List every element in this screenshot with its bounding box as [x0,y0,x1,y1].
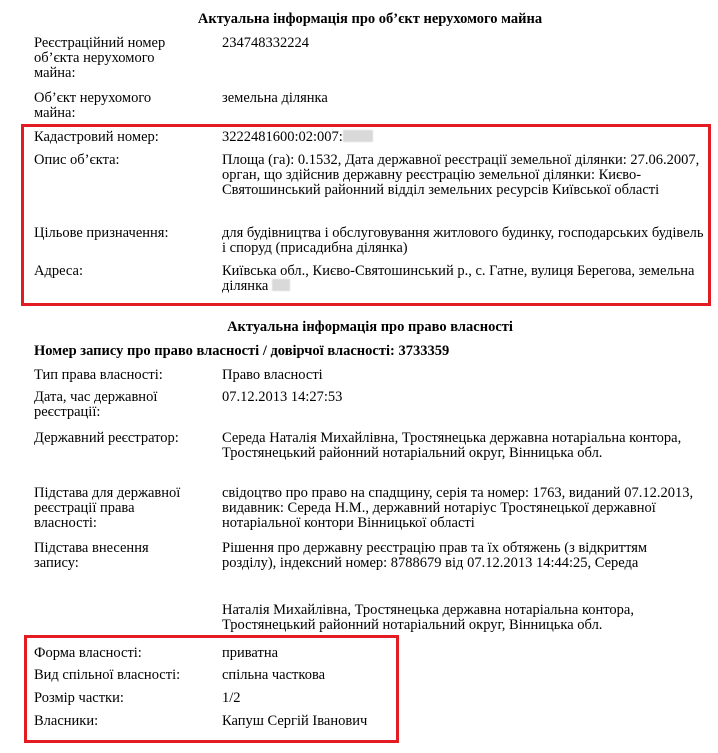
object-value: земельна ділянка [222,90,328,106]
basis-value: свідоцтво про право на спадщину, серія та номер: 1763, виданий 07.12.2013, видавник: Середа Н.М., державний нотаріус Тростянецької державної нотаріальної контори Вінницької області [222,485,694,531]
share-label: Розмір частки: [34,690,124,706]
reg-date-label: Дата, час державної реєстрації: [34,389,158,420]
joint-ownership-value: спільна часткова [222,667,326,683]
entry-basis-continuation: Наталія Михайлівна, Тростянецька державна нотаріальна контора, Тростянецький районний нотаріальний округ, Вінницька обл. [222,602,634,633]
address-value-line [222,264,704,294]
owners-value: Капуш Сергій Іванович [222,713,368,729]
reg-date-value: 07.12.2013 14:27:53 [222,389,343,405]
address-label: Адреса: [34,263,83,279]
purpose-value: для будівництва і обслуговування житлового будинку, господарських будівель і споруд (присадибна ділянка) [222,225,704,256]
object-label: Об’єкт нерухомого майна: [34,90,152,121]
redacted-block [272,279,290,291]
cadastral-value-line [222,130,704,145]
entry-basis-label: Підстава внесення запису: [34,540,149,571]
cadastral-value: 3222481600:02:007: [222,129,343,145]
registrar-value: Середа Наталія Михайлівна, Тростянецька державна нотаріальна контора, Тростянецький районний нотаріальний округ, Вінницька обл. [222,430,682,461]
share-value: 1/2 [222,690,241,706]
entry-basis-value: Рішення про державну реєстрацію прав та їх обтяжень (з відкриттям розділу), індексний номер: 8788679 від 07.12.2013 14:44:25, Середа [222,540,648,571]
registrar-label: Державний реєстратор: [34,430,179,446]
right-type-value: Право власності [222,367,323,383]
record-number-line: Номер запису про право власності / довірчої власності: 3733359 [34,343,450,359]
purpose-label: Цільове призначення: [34,225,169,241]
basis-label: Підстава для державної реєстрації права власності: [34,485,181,531]
joint-ownership-label: Вид спільної власності: [34,667,181,683]
property-heading: Актуальна інформація про об’єкт нерухомого майна [197,11,543,27]
address-value: Київська обл., Києво-Святошинський р., с. Гатне, вулиця Берегова, земельна ділянка [222,263,695,294]
reg-number-value: 234748332224 [222,35,309,51]
description-label: Опис об’єкта: [34,152,120,168]
reg-number-label: Реєстраційний номер об’єкта нерухомого майна: [34,35,166,81]
form-label: Форма власності: [34,645,142,661]
right-type-label: Тип права власності: [34,367,163,383]
form-value: приватна [222,645,279,661]
redacted-block [343,130,373,142]
ownership-heading: Актуальна інформація про право власності [227,319,513,335]
description-value: Площа (га): 0.1532, Дата державної реєстрації земельної ділянки: 27.06.2007, орган, що здійснив державну реєстрацію земельної ділянки: Києво-Святошинський районний відділ земельних ресурсів Київської області [222,152,700,198]
owners-label: Власники: [34,713,99,729]
cadastral-label: Кадастровий номер: [34,129,159,145]
